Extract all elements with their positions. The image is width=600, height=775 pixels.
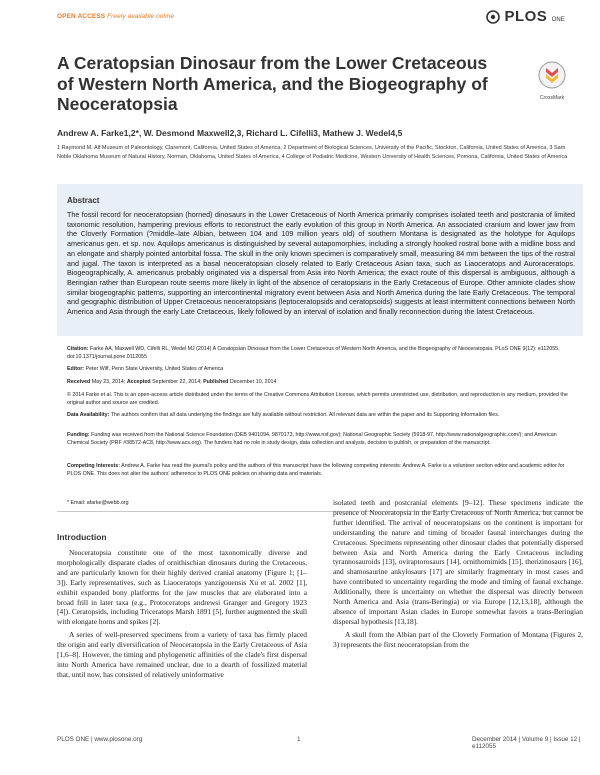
intro-right-column <box>333 498 583 650</box>
introduction-heading: Introduction <box>57 532 107 542</box>
citation-label: Citation: <box>67 346 89 352</box>
intro-paragraph: Neoceratopsia constitute one of the most taxonomically diverse and morphologically disparate clades of ornithischian dinosaurs during the Cretaceous, and are particularly known for their highly derived cranial anatomy (Figure 1; [1–3]). Early representatives, such as Liaoceratops yanzigouensis Xu et al. 2002 [1], exhibit expanded bony platforms for the jaw muscles that are elaborated into a broad frill in later taxa (e.g., Protoceratops andrewsi Granger and Gregory 1923 [4]). Ceratopsids, including Triceratops Marsh 1891 [5], further augmented the skull with elongate horns and spikes [2]. <box>57 548 307 627</box>
plos-mark-icon <box>486 10 500 24</box>
crossmark-badge[interactable] <box>529 60 575 101</box>
competing-interests-block <box>67 463 577 478</box>
abstract-heading: Abstract <box>67 196 100 205</box>
editor-block <box>67 366 577 374</box>
footer-journal: PLOS ONE | www.plosone.org <box>57 736 143 743</box>
dates-block <box>67 379 577 387</box>
accepted-label: Accepted <box>126 379 151 385</box>
intro-paragraph: A skull from the Albian part of the Cloverly Formation of Montana (Figures 2, 3) represents the first neoceratopsian from the <box>333 629 583 649</box>
availability-text: The authors confirm that all data underlying the findings are fully available without restriction. All relevant data are within the paper and its Supporting Information files. <box>110 412 500 418</box>
freely-available-label: Freely available online <box>107 13 175 20</box>
received-date: May 23, 2014; <box>91 379 126 385</box>
citation-block <box>67 346 577 361</box>
open-access-label: OPEN ACCESS <box>57 13 106 20</box>
citation-text: Farke AA, Maxwell WD, Cifelli RL, Wedel MJ (2014) A Ceratopsian Dinosaur from the Lower Cretaceous of Western North America, and the Biogeography of Neoceratopsia. PLoS ONE 9(12): e112055. doi:10.1371/journal.pone.0112055 <box>67 346 560 360</box>
editor-text: Peter Wilf, Penn State University, United States of America <box>85 366 224 372</box>
plos-wordmark: PLOS <box>504 8 548 25</box>
intro-left-column <box>57 548 307 680</box>
footer-issue: December 2014 | Volume 9 | Issue 12 | e112055 <box>472 736 581 750</box>
crossmark-icon <box>537 60 567 90</box>
funding-label: Funding: <box>67 432 90 438</box>
competing-text: Andrew A. Farke has read the journal's policy and the authors of this manuscript have the following competing interests: Andrew A. Farke is a volunteer section editor and academic editor for PLOS ONE. This does not alter the authors' adherence to PLOS ONE policies on sharing data and materials. <box>67 463 565 477</box>
received-label: Received <box>67 379 91 385</box>
intro-paragraph: isolated teeth and postcranial elements [9–12]. These specimens indicate the presence of Neoceratopsia in the Early Cretaceous of North America, but cannot be further identified. The arrival of neoceratopsians on the continent is important for understanding the nature and timing of broader faunal interchanges during the Cretaceous. Specimens representing other dinosaur clades that potentially dispersed between Asia and North America during the Early Cretaceous including tyrannosauroids [13], oviraptorosaurs [14], ornithomimids [15], therizinosaurs [16], and shamosaurine ankylosaurs [17] are similarly fragmentary in most cases and have contributed to uncertainty regarding the mode and timing of faunal exchange. Additionally, there is uncertainty on whether the dispersal was directly between North America and Asia (trans-Beringia) or via Europe [12,13,18], although the absence of important Asian clades in Europe somewhat favors a trans-Beringian dispersal hypothesis [13,18]. <box>333 498 583 626</box>
crossmark-label: CrossMark <box>539 95 565 101</box>
affiliations: 1 Raymond M. Alf Museum of Paleontology, Claremont, California, United States of America, 2 Department of Biological Sciences, University of the Pacific, Stockton, California, United States of America, 3 Sam Noble Oklahoma Museum of Natural History, Norman, Oklahoma, United States of America, 4 College of Podiatric Medicine, Western University of Health Sciences, Pomona, California, United States of America <box>57 145 568 160</box>
corresponding-email[interactable]: * Email: afarke@webb.org <box>67 500 129 506</box>
article-title: A Ceratopsian Dinosaur from the Lower Cretaceous of Western North America, and the Biogeography of Neoceratopsia <box>57 53 488 114</box>
one-wordmark: ONE <box>551 17 565 23</box>
editor-label: Editor: <box>67 366 85 372</box>
competing-label: Competing Interests: <box>67 463 120 469</box>
plos-one-logo <box>486 8 586 26</box>
open-access-banner <box>57 13 174 20</box>
intro-paragraph: A series of well-preserved specimens from a variety of taxa has firmly placed the origin and early diversification of Neoceratopsia in the Early Cretaceous of Asia [1,6–8]. However, the timing and phylogenetic affinities of the clade's first dispersal into North America have remained unclear, due to a dearth of fossilized material that, until now, has consisted of relatively uninformative <box>57 630 307 679</box>
abstract-text: The fossil record for neoceratopsian (horned) dinosaurs in the Lower Cretaceous of North America primarily comprises isolated teeth and postcrania of limited taxonomic resolution, hampering previous efforts to reconstruct the early evolution of this group in North America. An associated cranium and lower jaw from the Cloverly Formation (?middle–late Albian, between 104 and 109 million years old) of southern Montana is designated as the holotype for Aquilops americanus gen. et sp. nov. Aquilops americanus is distinguished by several autapomorphies, including a strongly hooked rostral bone with a midline boss and an elongate and sharply pointed antorbital fossa. The skull in the only known specimen is comparatively small, measuring 84 mm between the tips of the rostral and jugal. The taxon is interpreted as a basal neoceratopsian closely related to Early Cretaceous Asian taxa, such as Liaoceratops and Auroraceratops. Biogeographically, A. americanus probably originated via a dispersal from Asia into North America; the exact route of this dispersal is ambiguous, although a Beringian rather than European route seems more likely in light of the absence of ceratopsians in the Early Cretaceous of Europe. Other amniote clades show similar biogeographic patterns, supporting an intercontinental migratory event between Asia and North America during the late Early Cretaceous. The temporal and geographic distribution of Upper Cretaceous neoceratopsians (leptoceratopsids and ceratopsoids) suggests at least intermittent connections between North America and Asia through the early Late Cretaceous, likely followed by an interval of isolation and finally reconnection during the latest Cretaceous. <box>67 210 575 317</box>
published-date: December 10, 2014 <box>229 379 277 385</box>
footer-page-number: 1 <box>297 736 301 743</box>
accepted-date: September 22, 2014; <box>152 379 202 385</box>
published-label: Published <box>203 379 229 385</box>
data-availability-block <box>67 412 577 420</box>
copyright-block: © 2014 Farke et al. This is an open-access article distributed under the terms of the Creative Commons Attribution License, which permits unrestricted use, distribution, and reproduction in any medium, provided the original author and source are credited. <box>67 392 568 406</box>
author-list: Andrew A. Farke1,2*, W. Desmond Maxwell2,3, Richard L. Cifelli3, Mathew J. Wedel4,5 <box>57 128 403 138</box>
funding-text: Funding was received from the National Science Foundation (DEB 9401094, 9870173, http://www.nsf.gov); National Geographic Society (5918-97, http://www.nationalgeographic.com/); and American Chemical Society (PRF #38572-AC8, http://www.acs.org). The funders had no role in study design, data collection and analysis, decision to publish, or preparation of the manuscript. <box>67 432 557 446</box>
availability-label: Data Availability: <box>67 412 110 418</box>
funding-block <box>67 432 577 447</box>
